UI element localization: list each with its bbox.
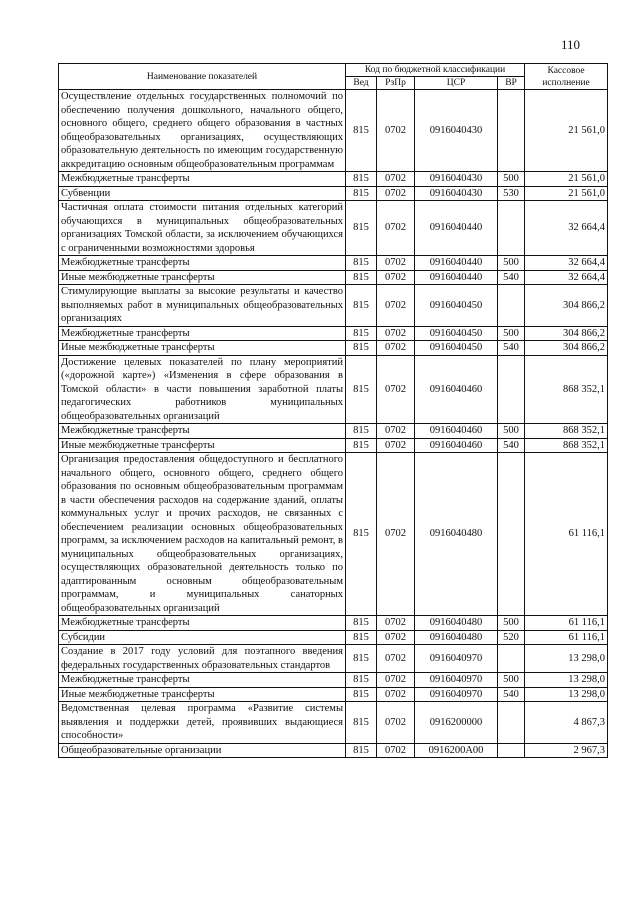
row-rzpr: 0702 bbox=[377, 438, 415, 453]
row-rzpr: 0702 bbox=[377, 645, 415, 673]
table-row bbox=[59, 186, 608, 201]
row-vr: 500 bbox=[498, 424, 525, 439]
table-row bbox=[59, 256, 608, 271]
table-row bbox=[59, 201, 608, 256]
row-ved: 815 bbox=[346, 90, 377, 172]
row-rzpr: 0702 bbox=[377, 90, 415, 172]
row-rzpr: 0702 bbox=[377, 743, 415, 758]
row-rzpr: 0702 bbox=[377, 326, 415, 341]
table-row bbox=[59, 616, 608, 631]
row-vr: 520 bbox=[498, 630, 525, 645]
row-rzpr: 0702 bbox=[377, 673, 415, 688]
row-name: Субсидии bbox=[59, 630, 346, 645]
row-amount: 21 561,0 bbox=[525, 186, 608, 201]
row-vr: 540 bbox=[498, 270, 525, 285]
row-ved: 815 bbox=[346, 186, 377, 201]
row-ved: 815 bbox=[346, 630, 377, 645]
row-vr: 500 bbox=[498, 673, 525, 688]
row-csr: 0916040460 bbox=[415, 424, 498, 439]
row-csr: 0916040970 bbox=[415, 645, 498, 673]
row-ved: 815 bbox=[346, 424, 377, 439]
row-ved: 815 bbox=[346, 341, 377, 356]
row-name: Создание в 2017 году условий для поэтапного введения федеральных государственных образовательных стандартов bbox=[59, 645, 346, 673]
header-budget-code-group: Код по бюджетной классификации bbox=[346, 64, 525, 77]
row-ved: 815 bbox=[346, 453, 377, 616]
header-ved: Вед bbox=[346, 77, 377, 90]
table-row bbox=[59, 270, 608, 285]
row-csr: 0916040970 bbox=[415, 673, 498, 688]
row-name: Иные межбюджетные трансферты bbox=[59, 438, 346, 453]
row-ved: 815 bbox=[346, 702, 377, 744]
row-amount: 4 867,3 bbox=[525, 702, 608, 744]
table-row bbox=[59, 341, 608, 356]
row-ved: 815 bbox=[346, 616, 377, 631]
row-csr: 0916040430 bbox=[415, 172, 498, 187]
row-amount: 32 664,4 bbox=[525, 201, 608, 256]
row-csr: 0916040430 bbox=[415, 186, 498, 201]
row-csr: 0916040440 bbox=[415, 201, 498, 256]
row-csr: 0916040970 bbox=[415, 687, 498, 702]
row-vr: 500 bbox=[498, 616, 525, 631]
table-row bbox=[59, 90, 608, 172]
row-name: Организация предоставления общедоступного и бесплатного начального общего, основного общего, среднего общего образования по основным общеобразовательным программам в части обеспечения расходов на содержание зданий, оплаты коммунальных услуг и прочих расходов, не связанных с обеспечением реализации основных общеобразовательных программ, за исключением расходов на капитальный ремонт, в муниципальных общеобразовательных организациях, осуществляющих образовательной деятельность только по адаптированным основным общеобразовательным программам, и муниципальных санаторных общеобразовательных организаций bbox=[59, 453, 346, 616]
table-body bbox=[59, 90, 608, 758]
row-rzpr: 0702 bbox=[377, 256, 415, 271]
row-name: Стимулирующие выплаты за высокие результаты и качество выполняемых работ в муниципальных общеобразовательных организациях bbox=[59, 285, 346, 327]
row-name: Межбюджетные трансферты bbox=[59, 424, 346, 439]
row-ved: 815 bbox=[346, 438, 377, 453]
row-csr: 0916040450 bbox=[415, 326, 498, 341]
row-ved: 815 bbox=[346, 270, 377, 285]
row-name: Межбюджетные трансферты bbox=[59, 172, 346, 187]
row-vr bbox=[498, 702, 525, 744]
row-vr: 540 bbox=[498, 341, 525, 356]
row-amount: 868 352,1 bbox=[525, 438, 608, 453]
row-csr: 0916200А00 bbox=[415, 743, 498, 758]
row-csr: 0916040480 bbox=[415, 616, 498, 631]
row-vr bbox=[498, 645, 525, 673]
row-rzpr: 0702 bbox=[377, 702, 415, 744]
row-amount: 61 116,1 bbox=[525, 630, 608, 645]
budget-execution-table bbox=[58, 63, 608, 758]
row-ved: 815 bbox=[346, 201, 377, 256]
row-name: Общеобразовательные организации bbox=[59, 743, 346, 758]
row-name: Межбюджетные трансферты bbox=[59, 256, 346, 271]
page-number: 110 bbox=[560, 37, 580, 52]
row-amount: 32 664,4 bbox=[525, 256, 608, 271]
row-amount: 2 967,3 bbox=[525, 743, 608, 758]
row-name: Иные межбюджетные трансферты bbox=[59, 687, 346, 702]
table-row bbox=[59, 645, 608, 673]
row-rzpr: 0702 bbox=[377, 270, 415, 285]
row-name: Частичная оплата стоимости питания отдельных категорий обучающихся в муниципальных общеобразовательных организациях Томской области, за исключением обучающихся с ограниченными возможностями здоровья bbox=[59, 201, 346, 256]
row-csr: 0916040460 bbox=[415, 355, 498, 424]
header-indicator-name: Наименование показателей bbox=[59, 64, 346, 90]
row-amount: 61 116,1 bbox=[525, 616, 608, 631]
table-row bbox=[59, 172, 608, 187]
row-amount: 868 352,1 bbox=[525, 355, 608, 424]
row-amount: 304 866,2 bbox=[525, 341, 608, 356]
header-csr: ЦСР bbox=[415, 77, 498, 90]
row-ved: 815 bbox=[346, 743, 377, 758]
table-row bbox=[59, 687, 608, 702]
row-ved: 815 bbox=[346, 687, 377, 702]
table-row bbox=[59, 673, 608, 688]
row-name: Достижение целевых показателей по плану мероприятий («дорожной карте») «Изменения в сфере образования в Томской области» в части повышения заработной платы педагогических работников муниципальных общеобразовательных организаций bbox=[59, 355, 346, 424]
row-amount: 13 298,0 bbox=[525, 673, 608, 688]
row-vr bbox=[498, 285, 525, 327]
row-ved: 815 bbox=[346, 285, 377, 327]
row-amount: 61 116,1 bbox=[525, 453, 608, 616]
row-name: Осуществление отдельных государственных полномочий по обеспечению получения дошкольного, начального общего, основного общего, среднего общего образования в частных общеобразовательных организациях, осуществляющих образовательную деятельность по имеющим государственную аккредитацию основным общеобразовательным программам bbox=[59, 90, 346, 172]
table-row bbox=[59, 285, 608, 327]
row-rzpr: 0702 bbox=[377, 186, 415, 201]
row-amount: 32 664,4 bbox=[525, 270, 608, 285]
row-vr: 530 bbox=[498, 186, 525, 201]
row-csr: 0916040440 bbox=[415, 256, 498, 271]
table-row bbox=[59, 355, 608, 424]
row-name: Межбюджетные трансферты bbox=[59, 673, 346, 688]
row-vr: 540 bbox=[498, 438, 525, 453]
row-amount: 21 561,0 bbox=[525, 90, 608, 172]
row-rzpr: 0702 bbox=[377, 687, 415, 702]
row-csr: 0916040480 bbox=[415, 453, 498, 616]
row-vr: 540 bbox=[498, 687, 525, 702]
row-ved: 815 bbox=[346, 172, 377, 187]
row-rzpr: 0702 bbox=[377, 201, 415, 256]
row-rzpr: 0702 bbox=[377, 355, 415, 424]
row-ved: 815 bbox=[346, 645, 377, 673]
row-amount: 21 561,0 bbox=[525, 172, 608, 187]
row-csr: 0916040450 bbox=[415, 341, 498, 356]
row-csr: 0916040440 bbox=[415, 270, 498, 285]
row-name: Ведомственная целевая программа «Развитие системы выявления и поддержки детей, проявивших выдающиеся способности» bbox=[59, 702, 346, 744]
row-amount: 868 352,1 bbox=[525, 424, 608, 439]
table-row bbox=[59, 453, 608, 616]
table-row bbox=[59, 702, 608, 744]
row-ved: 815 bbox=[346, 256, 377, 271]
row-rzpr: 0702 bbox=[377, 453, 415, 616]
table-row bbox=[59, 743, 608, 758]
row-name: Межбюджетные трансферты bbox=[59, 326, 346, 341]
row-csr: 0916040430 bbox=[415, 90, 498, 172]
header-vr: ВР bbox=[498, 77, 525, 90]
row-amount: 13 298,0 bbox=[525, 645, 608, 673]
row-vr: 500 bbox=[498, 256, 525, 271]
row-vr bbox=[498, 201, 525, 256]
row-rzpr: 0702 bbox=[377, 172, 415, 187]
row-csr: 0916200000 bbox=[415, 702, 498, 744]
row-rzpr: 0702 bbox=[377, 630, 415, 645]
row-name: Межбюджетные трансферты bbox=[59, 616, 346, 631]
table-row bbox=[59, 630, 608, 645]
row-name: Иные межбюджетные трансферты bbox=[59, 270, 346, 285]
table-header-row bbox=[59, 64, 608, 77]
row-vr: 500 bbox=[498, 172, 525, 187]
row-ved: 815 bbox=[346, 326, 377, 341]
row-name: Субвенции bbox=[59, 186, 346, 201]
row-vr bbox=[498, 743, 525, 758]
row-amount: 304 866,2 bbox=[525, 326, 608, 341]
table-row bbox=[59, 326, 608, 341]
header-cash-execution: Кассовое исполнение bbox=[525, 64, 608, 90]
row-vr bbox=[498, 355, 525, 424]
row-ved: 815 bbox=[346, 673, 377, 688]
row-rzpr: 0702 bbox=[377, 341, 415, 356]
row-ved: 815 bbox=[346, 355, 377, 424]
row-rzpr: 0702 bbox=[377, 616, 415, 631]
row-rzpr: 0702 bbox=[377, 285, 415, 327]
row-name: Иные межбюджетные трансферты bbox=[59, 341, 346, 356]
header-rzpr: РзПр bbox=[377, 77, 415, 90]
table-row bbox=[59, 438, 608, 453]
row-vr: 500 bbox=[498, 326, 525, 341]
row-csr: 0916040450 bbox=[415, 285, 498, 327]
row-csr: 0916040480 bbox=[415, 630, 498, 645]
row-amount: 304 866,2 bbox=[525, 285, 608, 327]
table-row bbox=[59, 424, 608, 439]
row-csr: 0916040460 bbox=[415, 438, 498, 453]
row-vr bbox=[498, 453, 525, 616]
row-amount: 13 298,0 bbox=[525, 687, 608, 702]
row-vr bbox=[498, 90, 525, 172]
row-rzpr: 0702 bbox=[377, 424, 415, 439]
